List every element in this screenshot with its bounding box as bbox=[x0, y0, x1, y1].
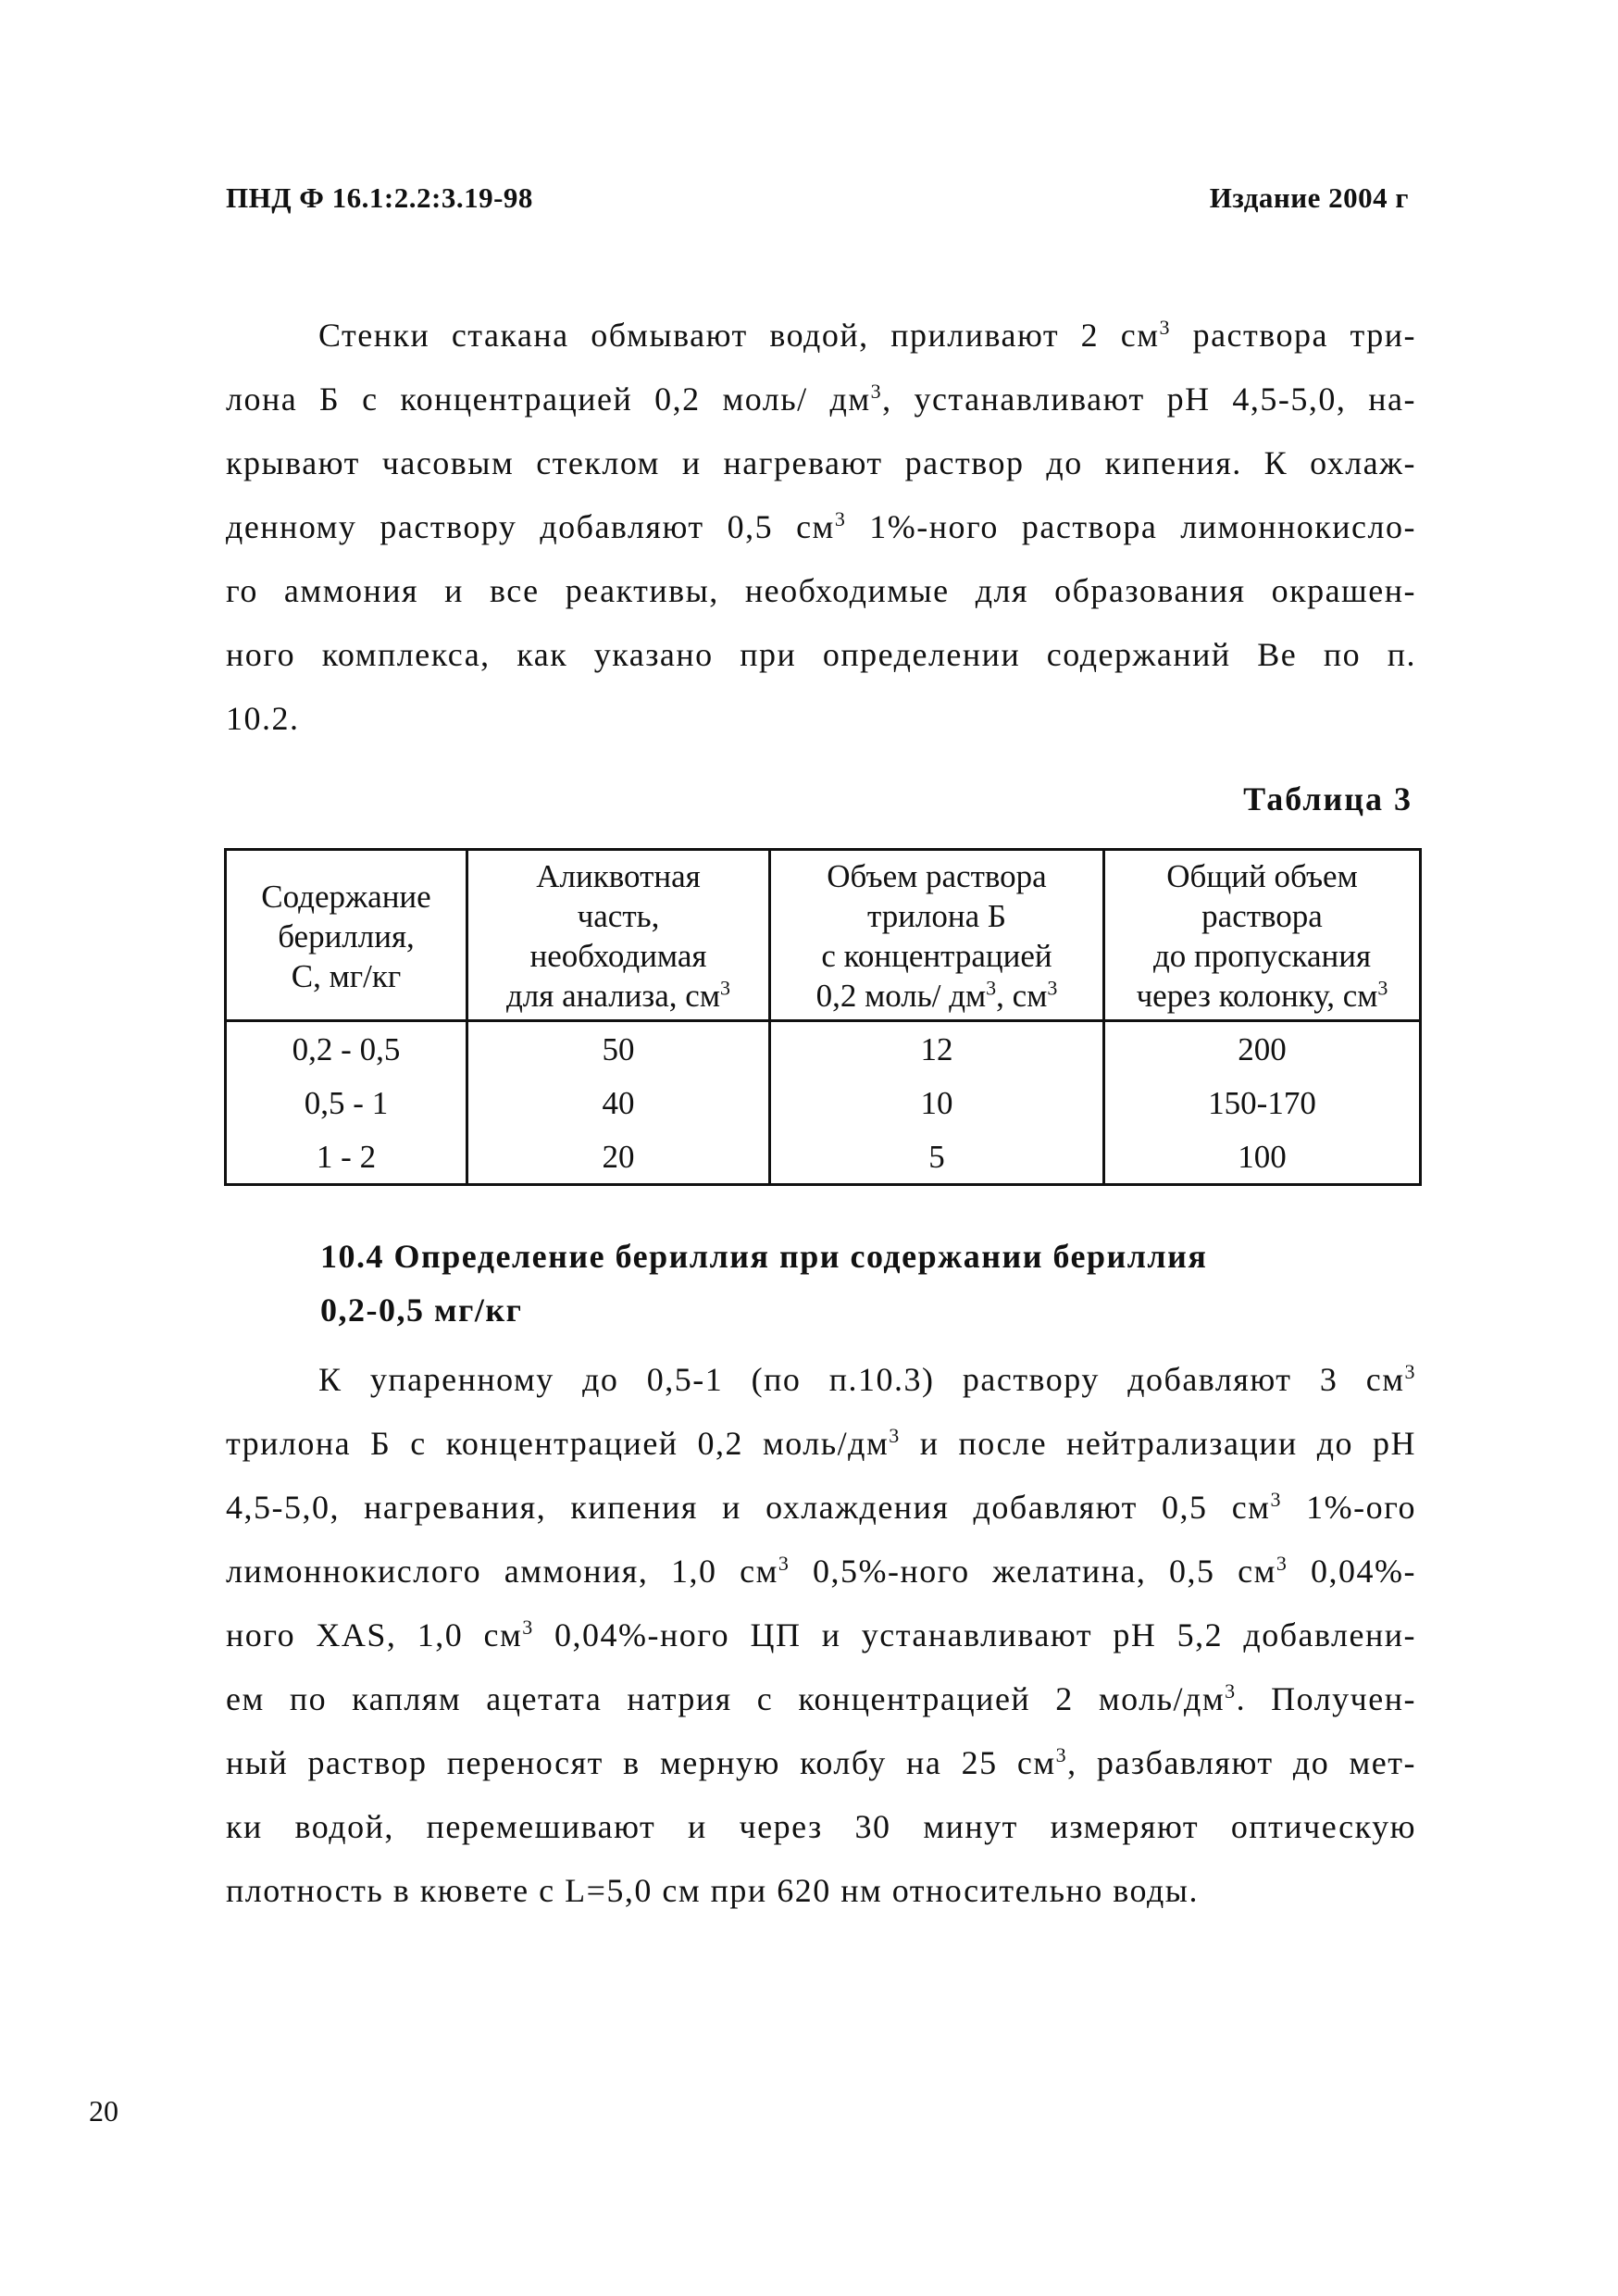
table-cell: 20 bbox=[467, 1129, 770, 1185]
table-cell: 0,5 - 1 bbox=[226, 1076, 467, 1129]
header-aliquot: Аликвотная часть, необходимая для анализа, $см^3$ bbox=[467, 850, 770, 1021]
text-line: ем по каплям ацетата натрия с концентрацией 2 моль/$дм^3$. Получен- bbox=[226, 1679, 1417, 1717]
table-header-row bbox=[226, 850, 1421, 1021]
table-cell: 100 bbox=[1104, 1129, 1421, 1185]
page-number: 20 bbox=[89, 2094, 118, 2128]
paragraph-procedure bbox=[226, 1348, 1416, 1923]
text-line: ного XAS, 1,0 $см^3$ 0,04%-ного ЦП и устанавливают pH 5,2 добавлени- bbox=[226, 1616, 1416, 1653]
header-beryllium-content: Содержание бериллия, С, мг/кг bbox=[226, 850, 467, 1021]
text-line: го аммония и все реактивы, необходимые для образования окрашен- bbox=[226, 572, 1416, 609]
document-code: ПНД Ф 16.1:2.2:3.19-98 bbox=[226, 181, 533, 214]
text-line: денному раствору добавляют 0,5 $см^3$ 1%-ного раствора лимоннокисло- bbox=[226, 507, 1416, 545]
table-3 bbox=[224, 848, 1422, 1186]
text-line: крывают часовым стеклом и нагревают раствор до кипения. К охлаж- bbox=[226, 444, 1416, 481]
table-row bbox=[226, 1076, 1421, 1129]
table-row bbox=[226, 1021, 1421, 1077]
table-caption: Таблица 3 bbox=[1243, 780, 1413, 817]
text-line: Стенки стакана обмывают водой, приливают 2 $см^3$ раствора три- bbox=[318, 316, 1416, 354]
table-cell: 1 - 2 bbox=[226, 1129, 467, 1185]
text-line: трилона Б с концентрацией 0,2 моль/$дм^3$ и после нейтрализации до pH bbox=[226, 1424, 1417, 1462]
table-cell: 0,2 - 0,5 bbox=[226, 1021, 467, 1077]
header-trilon-volume: Объем раствора трилона Б с концентрацией 0,2 моль/ $дм^3$, $см^3$ bbox=[770, 850, 1104, 1021]
table-cell: 40 bbox=[467, 1076, 770, 1129]
table-cell: 50 bbox=[467, 1021, 770, 1077]
table-cell: 5 bbox=[770, 1129, 1104, 1185]
table-cell: 10 bbox=[770, 1076, 1104, 1129]
text-line: плотность в кювете с L=5,0 см при 620 нм относительно воды. bbox=[226, 1872, 1199, 1909]
text-line: ного комплекса, как указано при определении содержаний Ве по п. bbox=[226, 636, 1416, 673]
text-line: лимоннокислого аммония, 1,0 $см^3$ 0,5%-ного желатина, 0,5 $см^3$ 0,04%- bbox=[226, 1552, 1416, 1590]
edition-label: Издание 2004 г bbox=[1209, 181, 1409, 214]
header-total-volume: Общий объем раствора до пропускания через колонку, $см^3$ bbox=[1104, 850, 1421, 1021]
table-row bbox=[226, 1129, 1421, 1185]
text-line: лона Б с концентрацией 0,2 моль/ $дм^3$, устанавливают pH 4,5-5,0, на- bbox=[226, 380, 1417, 418]
text-line: К упаренному до 0,5-1 (по п.10.3) раствору добавляют 3 $см^3$ bbox=[318, 1360, 1416, 1398]
table-cell: 200 bbox=[1104, 1021, 1421, 1077]
text-line: ки водой, перемешивают и через 30 минут измеряют оптическую bbox=[226, 1808, 1416, 1845]
section-heading-line: 10.4 Определение бериллия при содержании бериллия bbox=[320, 1238, 1208, 1275]
text-line: ный раствор переносят в мерную колбу на 25 $см^3$, разбавляют до мет- bbox=[226, 1743, 1416, 1781]
paragraph-walls-washing bbox=[226, 304, 1416, 751]
section-heading bbox=[320, 1229, 1338, 1337]
section-heading-line: 0,2-0,5 мг/кг bbox=[320, 1292, 523, 1329]
text-line: 4,5-5,0, нагревания, кипения и охлаждения добавляют 0,5 $см^3$ 1%-ого bbox=[226, 1488, 1416, 1526]
table-cell: 150-170 bbox=[1104, 1076, 1421, 1129]
text-line: 10.2. bbox=[226, 700, 300, 737]
table-cell: 12 bbox=[770, 1021, 1104, 1077]
